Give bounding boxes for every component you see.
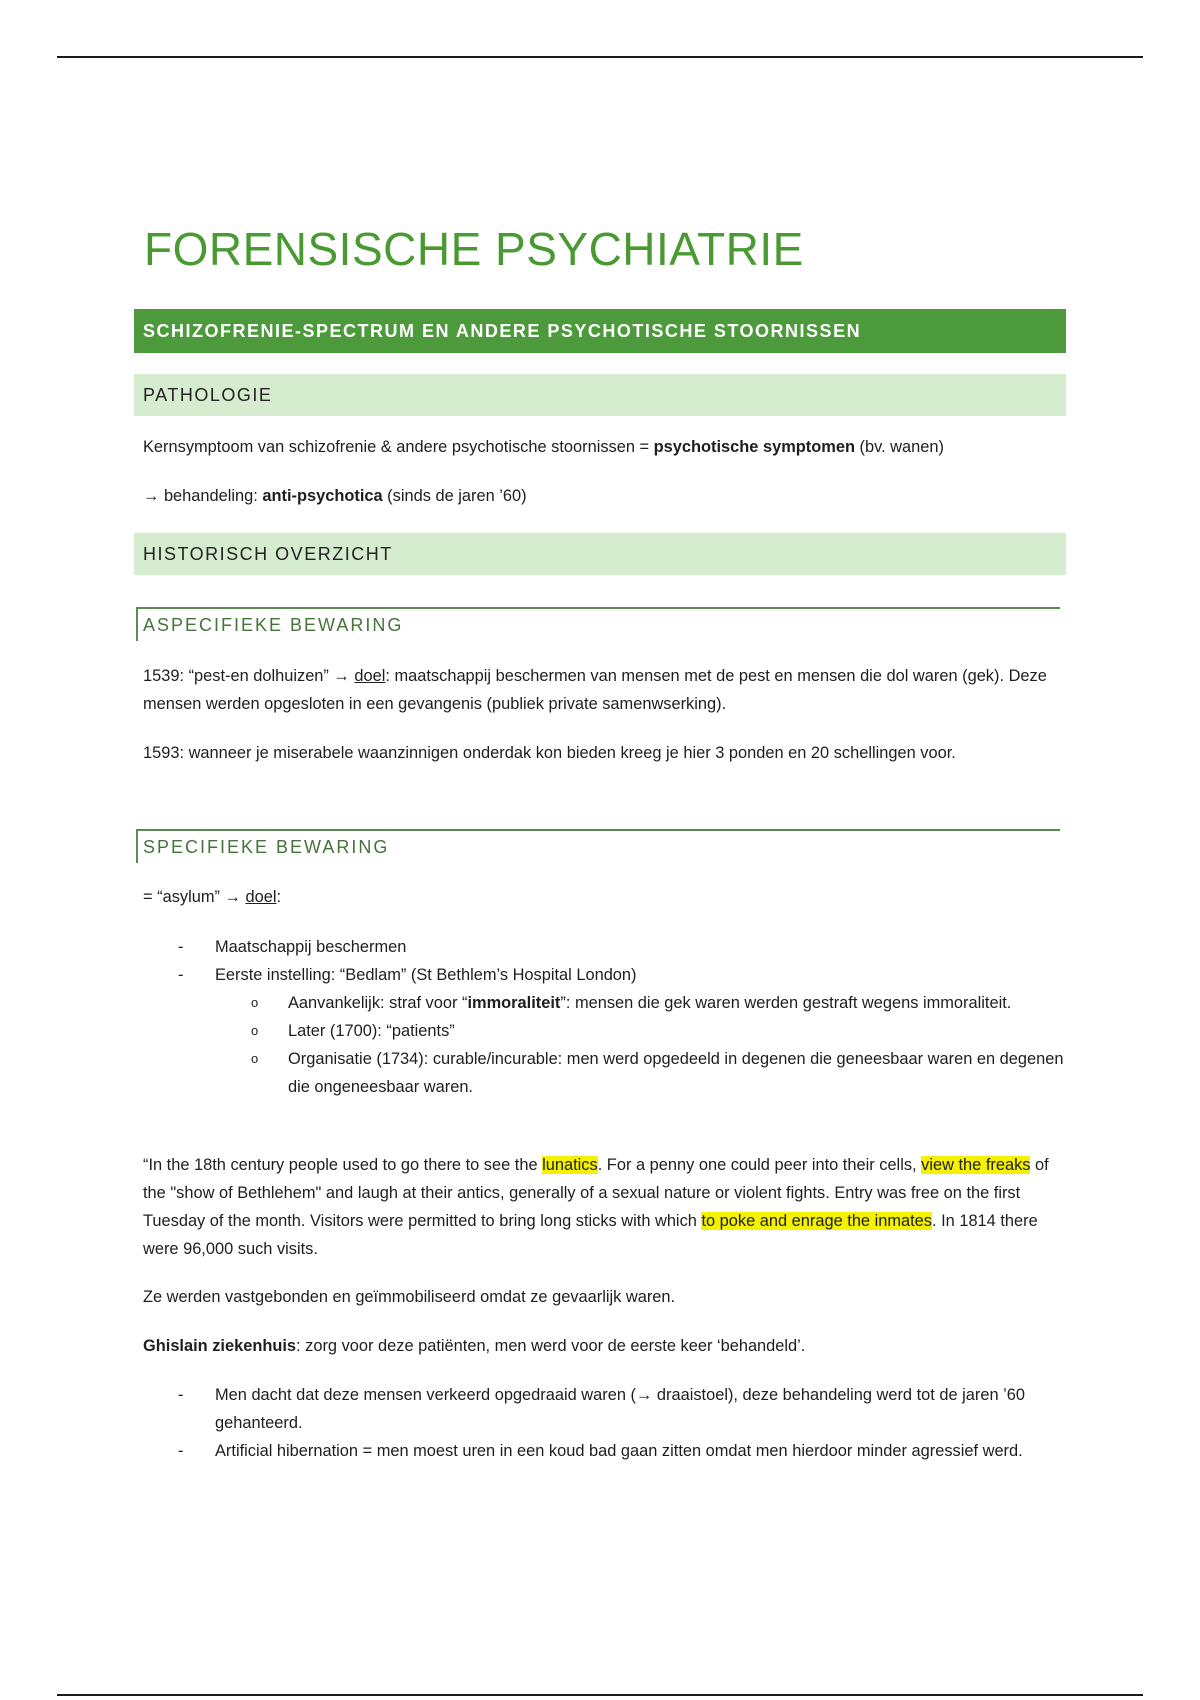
list-item xyxy=(134,961,1064,989)
text: : xyxy=(276,888,282,906)
footer-rule xyxy=(57,1694,1143,1696)
heading-specifieke-bewaring: SPECIFIEKE BEWARING xyxy=(136,829,1060,863)
ghislain-bullet-list xyxy=(134,1381,1064,1465)
text: . In 1814 there were 96,000 such visits. xyxy=(143,1212,1038,1258)
ghislain-paragraph xyxy=(143,1332,1063,1360)
pathologie-paragraph xyxy=(143,433,1063,461)
sub-list-item xyxy=(134,1017,1064,1045)
text: : maatschappij beschermen van mensen met de pest en mensen die dol waren (gek). Deze mensen werden opgesloten in een gevangenis (publiek private samenwserking). xyxy=(143,667,1047,713)
dash-bullet: - xyxy=(178,1386,184,1404)
highlighted-text: lunatics xyxy=(542,1156,598,1174)
highlighted-text: view the freaks xyxy=(921,1156,1031,1174)
aspecifiek-paragraph-1539 xyxy=(143,662,1063,718)
header-rule xyxy=(57,56,1143,58)
list-item xyxy=(134,1381,1064,1437)
sub-list-item xyxy=(134,1045,1064,1101)
circle-bullet: o xyxy=(251,995,259,1010)
bedlam-quote xyxy=(143,1151,1063,1263)
dash-bullet: - xyxy=(178,966,184,984)
asylum-bullet-list xyxy=(134,933,1064,1101)
bold-term: psychotische symptomen xyxy=(653,438,855,456)
text: Kernsymptoom van schizofrenie & andere psychotische stoornissen = xyxy=(143,438,654,456)
dash-bullet: - xyxy=(178,1442,184,1460)
text: . For a penny one could peer into their cells, xyxy=(597,1156,922,1174)
text: → behandeling: xyxy=(143,487,263,505)
heading-historisch-overzicht: HISTORISCH OVERZICHT xyxy=(134,533,1066,575)
underlined-term: doel xyxy=(245,888,277,906)
text: Men dacht dat deze mensen verkeerd opgedraaid waren (→ draaistoel), deze behandeling werd tot de jaren ’60 gehanteerd. xyxy=(215,1386,1026,1432)
text: Maatschappij beschermen xyxy=(215,938,407,956)
list-item xyxy=(134,1437,1064,1465)
aspecifiek-paragraph-1593: 1593: wanneer je miserabele waanzinnigen onderdak kon bieden kreeg je hier 3 ponden en 20 schellingen voor. xyxy=(143,744,956,762)
text: 1539: “pest-en dolhuizen” → xyxy=(143,667,355,685)
text: (sinds de jaren ’60) xyxy=(382,487,527,505)
text: “In the 18th century people used to go there to see the xyxy=(143,1156,543,1174)
heading-pathologie: PATHOLOGIE xyxy=(134,374,1066,416)
behandeling-paragraph xyxy=(143,482,1063,510)
text: Organisatie (1734): curable/incurable: men werd opgedeeld in degenen die geneesbaar waren en degenen die ongeneesbaar waren. xyxy=(288,1050,1064,1096)
text: Later (1700): “patients” xyxy=(288,1022,455,1040)
circle-bullet: o xyxy=(251,1051,259,1066)
circle-bullet: o xyxy=(251,1023,259,1038)
underlined-term: doel xyxy=(354,667,386,685)
bold-term: anti-psychotica xyxy=(262,487,383,505)
list-item xyxy=(134,933,1064,961)
text: Artificial hibernation = men moest uren in een koud bad gaan zitten omdat men hierdoor minder agressief werd. xyxy=(215,1442,1023,1460)
document-title: FORENSISCHE PSYCHIATRIE xyxy=(144,223,804,275)
highlighted-text: to poke and enrage the inmates xyxy=(701,1212,932,1230)
bold-term: Ghislain ziekenhuis xyxy=(143,1337,297,1355)
text: (bv. wanen) xyxy=(854,438,944,456)
text: of the "show of Bethlehem" and laugh at their antics, generally of a sexual nature or violent fights. Entry was free on the first Tuesday of the month. Visitors were permitted to bring long sticks with which xyxy=(143,1156,1049,1230)
text: = “asylum” → xyxy=(143,888,246,906)
text: Aanvankelijk: straf voor “ xyxy=(288,994,468,1012)
asylum-intro xyxy=(143,883,1063,911)
text: Eerste instelling: “Bedlam” (St Bethlem’s Hospital London) xyxy=(215,966,637,984)
bold-term: immoraliteit xyxy=(467,994,561,1012)
section-heading: SCHIZOFRENIE-SPECTRUM EN ANDERE PSYCHOTISCHE STOORNISSEN xyxy=(134,309,1066,353)
heading-aspecifieke-bewaring: ASPECIFIEKE BEWARING xyxy=(136,607,1060,641)
text: ”: mensen die gek waren werden gestraft wegens immoraliteit. xyxy=(560,994,1012,1012)
dash-bullet: - xyxy=(178,938,184,956)
vastgebonden-paragraph: Ze werden vastgebonden en geïmmobiliseerd omdat ze gevaarlijk waren. xyxy=(143,1288,676,1306)
sub-list-item xyxy=(134,989,1064,1017)
text: : zorg voor deze patiënten, men werd voor de eerste keer ‘behandeld’. xyxy=(296,1337,806,1355)
